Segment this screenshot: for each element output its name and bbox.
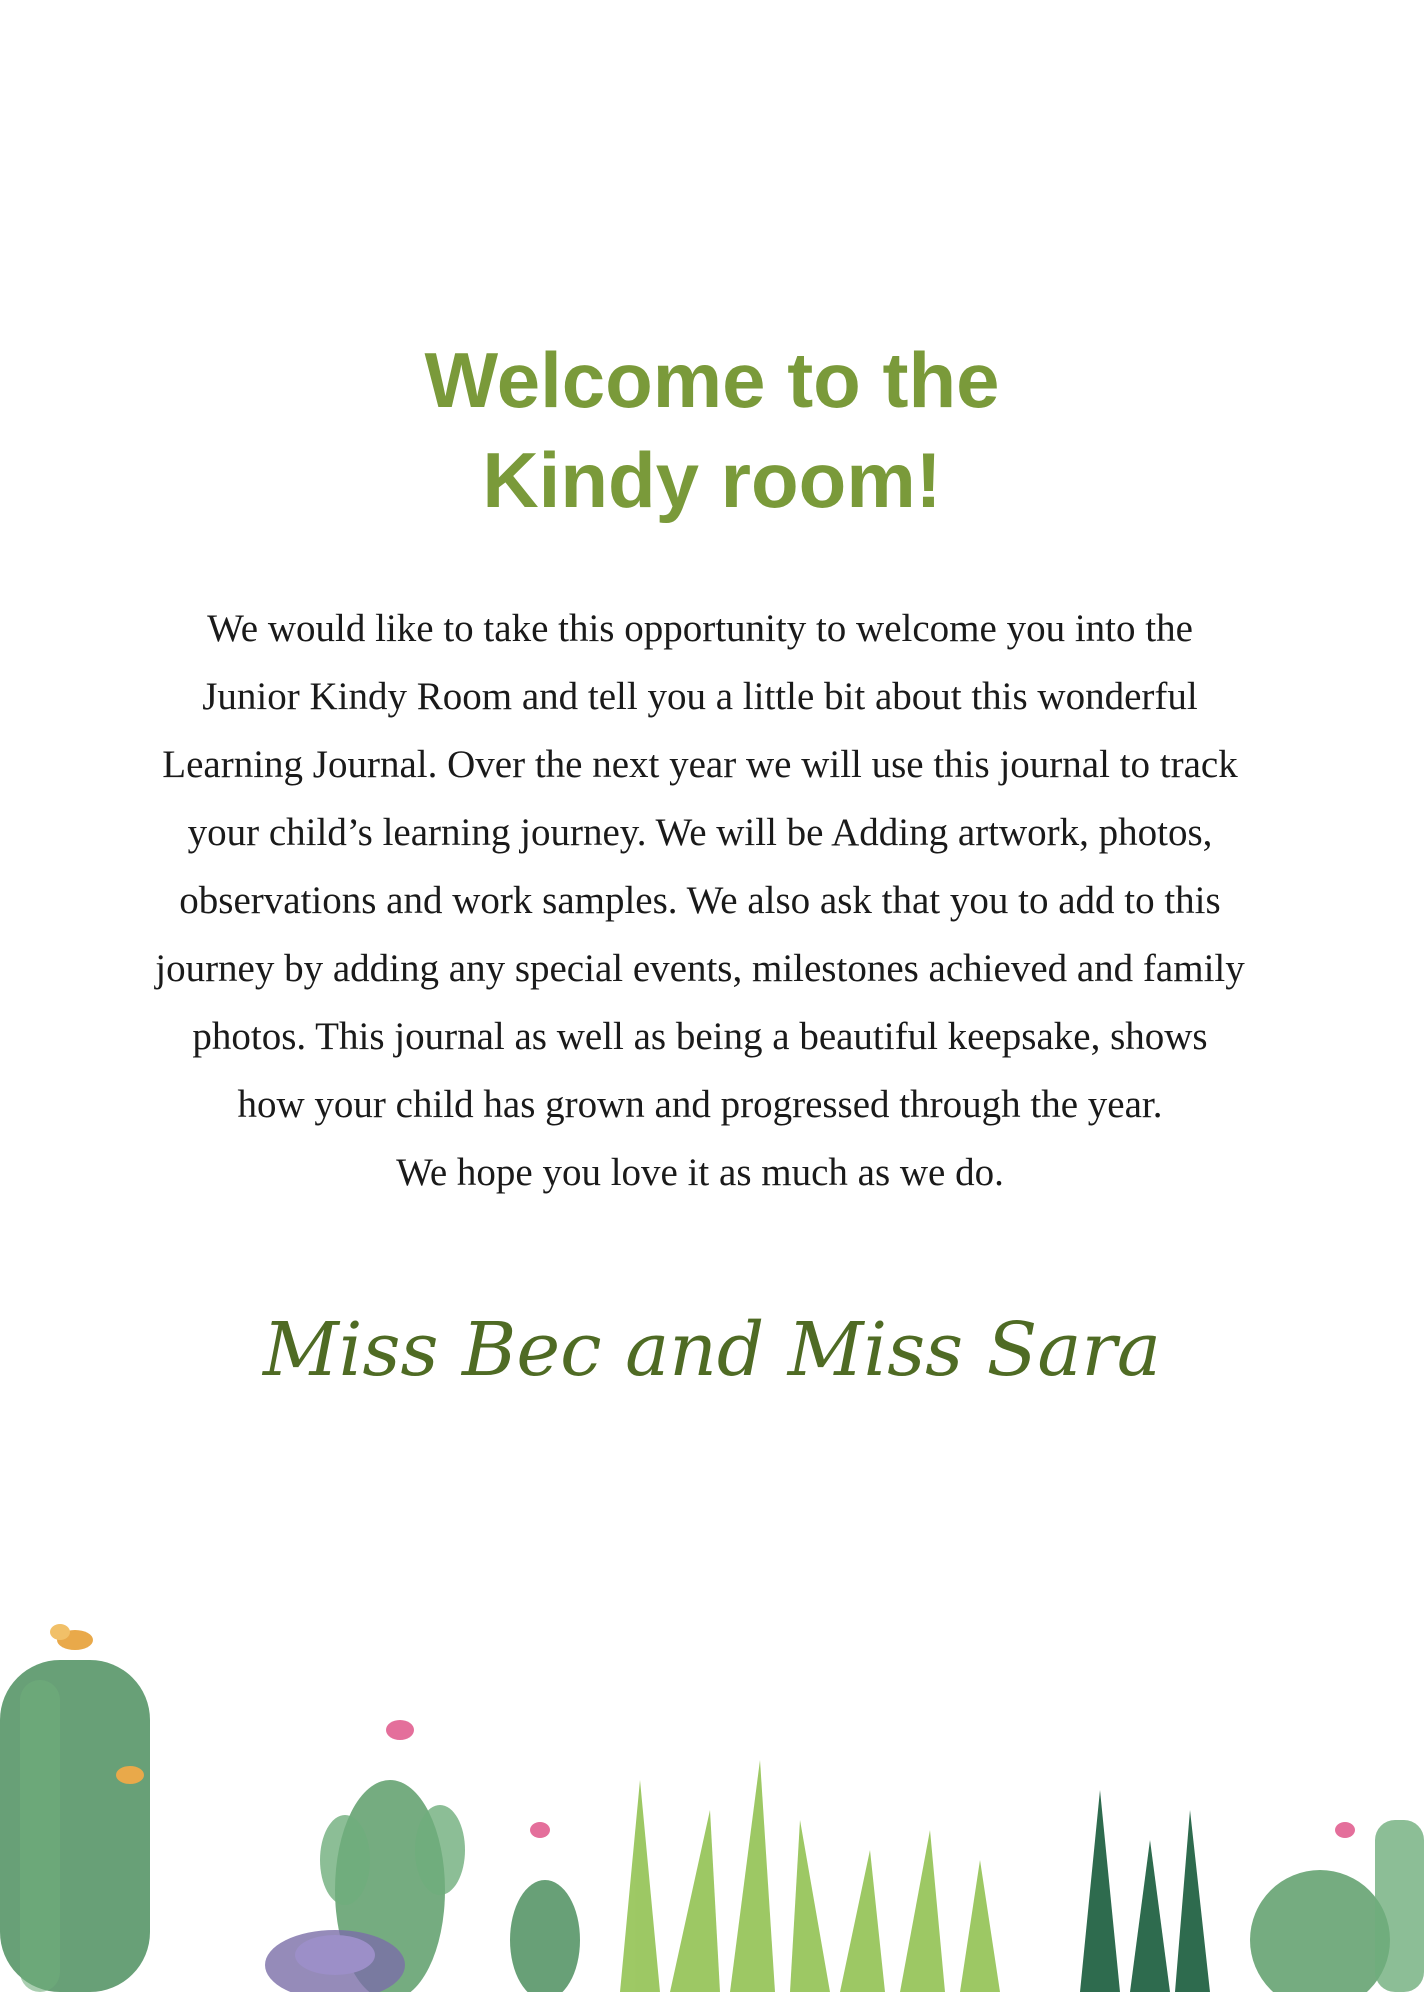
right-cactus-icon <box>1250 1820 1424 1992</box>
tall-cactus-icon <box>0 1624 150 1992</box>
message-line: Learning Journal. Over the next year we will use this journal to track <box>162 743 1238 786</box>
message-line: how your child has grown and progressed through the year. <box>237 1083 1163 1126</box>
small-cactus-icon <box>510 1822 580 1992</box>
message-line: your child’s learning journey. We will be Adding artwork, photos, <box>187 811 1213 854</box>
message-line: We would like to take this opportunity to welcome you into the <box>207 607 1193 650</box>
message-line: photos. This journal as well as being a beautiful keepsake, shows <box>192 1015 1208 1058</box>
message-line: Junior Kindy Room and tell you a little bit about this wonderful <box>202 675 1198 718</box>
message-line: observations and work samples. We also ask that you to add to this <box>179 879 1221 922</box>
title-line-1: Welcome to the <box>424 336 1000 424</box>
cactus-border-illustration <box>0 1560 1424 1992</box>
page-title <box>0 330 1424 530</box>
aloe-icon <box>1080 1790 1210 1992</box>
title-line-2: Kindy room! <box>482 436 942 524</box>
signature: Miss Bec and Miss Sara <box>263 1307 1161 1393</box>
grass-leaves-icon <box>620 1760 1000 1992</box>
message-line: journey by adding any special events, milestones achieved and family <box>155 947 1245 990</box>
welcome-message <box>130 595 1270 1207</box>
message-line: We hope you love it as much as we do. <box>396 1151 1004 1194</box>
